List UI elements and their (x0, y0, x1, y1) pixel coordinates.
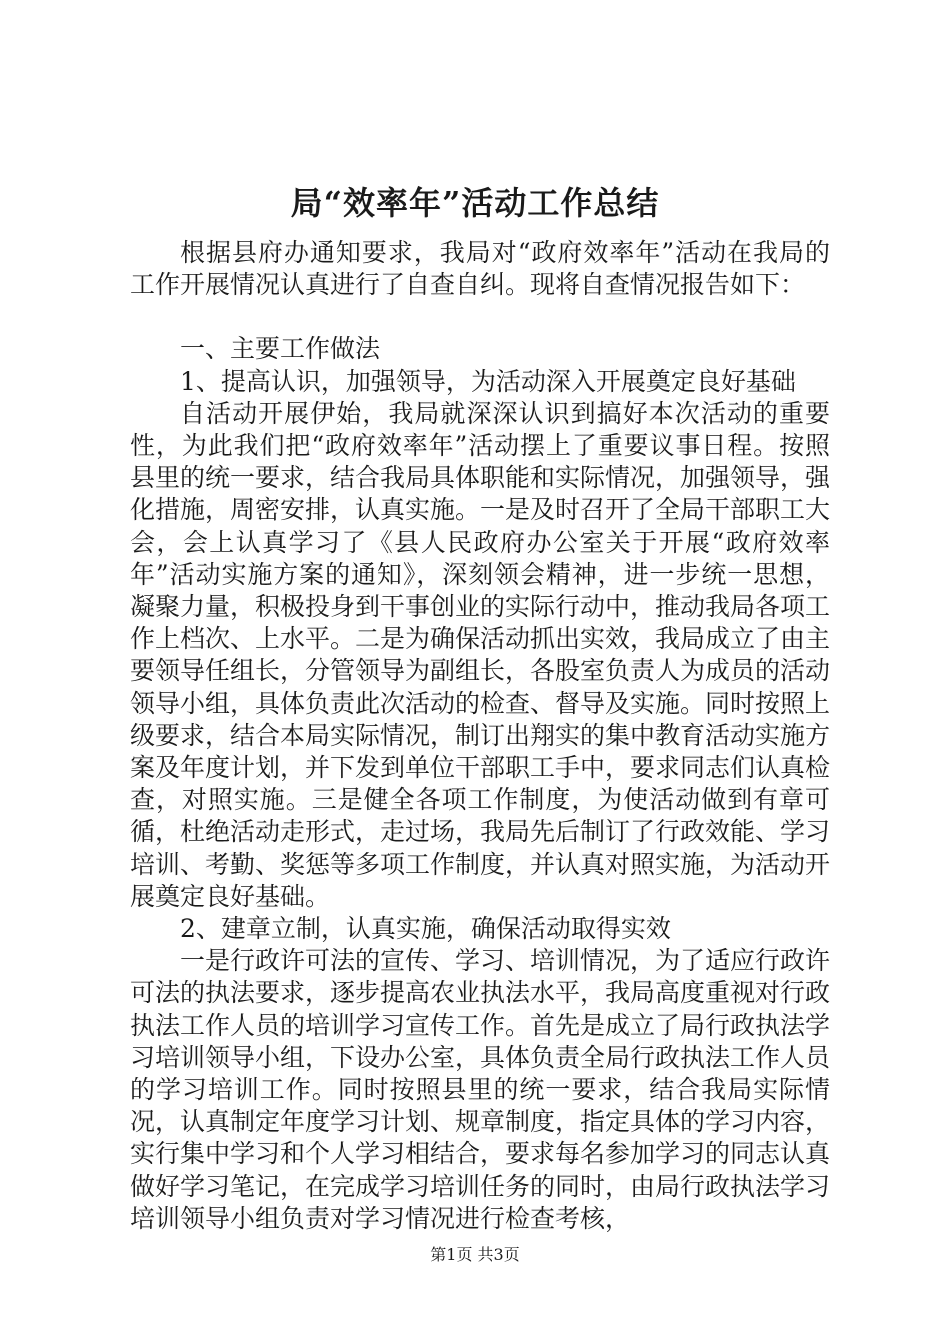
page-footer: 第1页 共3页 (430, 1245, 520, 1264)
body-paragraph: 一是行政许可法的宣传、学习、培训情况，为了适应行政许可法的执法要求，逐步提高农业执法水平，我局高度重视对行政执法工作人员的培训学习宣传工作。首先是成立了局行政执法学习培训领导小组，下设办公室，具体负责全局行政执法工作人员的学习培训工作。同时按照县里的统一要求，结合我局实际情况，认真制定年度学习计划、规章制度，指定具体的学习内容，实行集中学习和个人学习相结合，要求每名参加学习的同志认真做好学习笔记，在完成学习培训任务的同时，由局行政执法学习培训领导小组负责对学习情况进行检查考核， (130, 946, 831, 1233)
intro-paragraph: 根据县府办通知要求，我局对“政府效率年”活动在我局的工作开展情况认真进行了自查自纠。现将自查情况报告如下： (130, 238, 830, 300)
section-heading: 一、主要工作做法 (180, 334, 381, 364)
document-body (130, 237, 830, 1235)
subsection-heading: 1、提高认识，加强领导，为活动深入开展奠定良好基础 (180, 366, 796, 396)
document-title: 局“效率年”活动工作总结 (290, 184, 660, 222)
body-paragraph: 自活动开展伊始，我局就深深认识到搞好本次活动的重要性，为此我们把“政府效率年”活动摆上了重要议事日程。按照县里的统一要求，结合我局具体职能和实际情况，加强领导，强化措施，周密安排，认真实施。一是及时召开了全局干部职工大会，会上认真学习了《县人民政府办公室关于开展“政府效率年”活动实施方案的通知》，深刻领会精神，进一步统一思想，凝聚力量，积极投身到干事创业的实际行动中，推动我局各项工作上档次、上水平。二是为确保活动抓出实效，我局成立了由主要领导任组长，分管领导为副组长，各股室负责人为成员的活动领导小组，具体负责此次活动的检查、督导及实施。同时按照上级要求，结合本局实际情况，制订出翔实的集中教育活动实施方案及年度计划，并下发到单位干部职工手中，要求同志们认真检查，对照实施。三是健全各项工作制度，为使活动做到有章可循，杜绝活动走形式，走过场，我局先后制订了行政效能、学习培训、考勤、奖惩等多项工作制度，并认真对照实施，为活动开展奠定良好基础。 (130, 398, 831, 911)
subsection-heading: 2、建章立制，认真实施，确保活动取得实效 (180, 914, 671, 944)
